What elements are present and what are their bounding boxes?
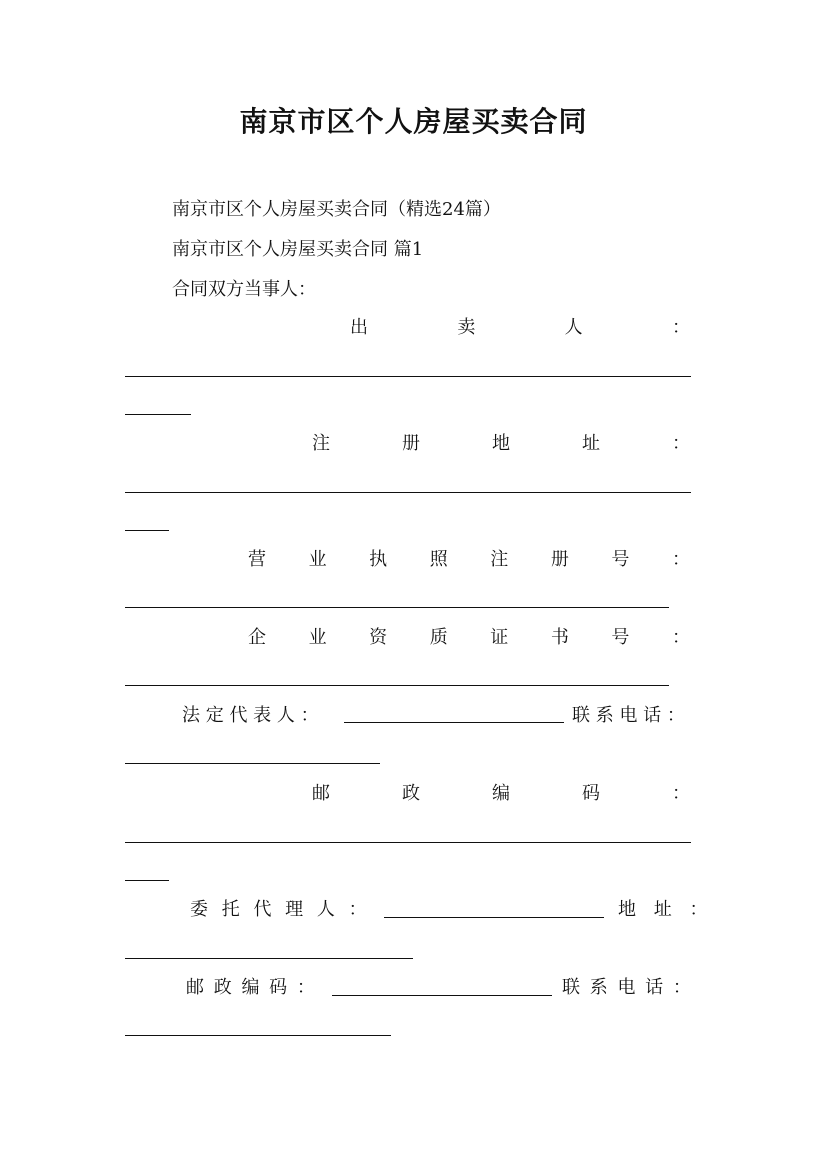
postal-code-char: 政 xyxy=(402,783,420,804)
agent-label: 委 托 代 理 人 ： xyxy=(190,899,371,920)
business-license-char: 注 xyxy=(490,549,509,570)
registered-address-char: 注 xyxy=(312,433,330,454)
registered-address-char: 址 xyxy=(582,433,600,454)
qualification-cert-char: 质 xyxy=(429,627,448,648)
business-license-blank-line[interactable] xyxy=(125,607,669,608)
registered-address-char: 地 xyxy=(492,433,510,454)
business-license-char: 执 xyxy=(369,549,388,570)
seller-char: 人 xyxy=(564,317,583,338)
section-heading: 南京市区个人房屋买卖合同 篇1 xyxy=(172,239,424,260)
agent-blank-line[interactable] xyxy=(384,917,604,918)
qualification-cert-char: 企 xyxy=(248,627,266,648)
legal-rep-label: 法 定 代 表 人 ： xyxy=(182,705,319,726)
postal-code-blank-line-cont[interactable] xyxy=(125,880,169,881)
postal-code-char: 邮 xyxy=(312,783,330,804)
seller-char: 卖 xyxy=(457,317,476,338)
postal-code-label xyxy=(312,782,690,806)
business-license-char: 号 xyxy=(611,549,630,570)
agent-address-label: 地 址 ： xyxy=(618,899,714,920)
seller-colon: ： xyxy=(671,317,690,338)
agent-address-blank-line[interactable] xyxy=(125,958,413,959)
business-license-label xyxy=(248,548,690,572)
registered-address-char: 册 xyxy=(402,433,420,454)
qualification-cert-char: 资 xyxy=(369,627,388,648)
phone-label: 联 系 电 话 ： xyxy=(572,705,685,726)
qualification-cert-char: 号 xyxy=(611,627,630,648)
qualification-cert-label xyxy=(248,626,690,650)
phone-2-label: 联 系 电 话 ： xyxy=(562,977,693,998)
postal-code-char: 编 xyxy=(492,783,510,804)
postal-code-2-label: 邮 政 编 码 ： xyxy=(186,977,317,998)
qualification-cert-char: 书 xyxy=(550,627,569,648)
postal-code-char: 码 xyxy=(582,783,600,804)
registered-address-blank-line[interactable] xyxy=(125,492,691,493)
qualification-cert-blank-line[interactable] xyxy=(125,685,669,686)
postal-code-2-blank-line[interactable] xyxy=(332,995,552,996)
qualification-cert-colon: ： xyxy=(671,627,690,648)
document-subtitle: 南京市区个人房屋买卖合同（精选24篇） xyxy=(172,199,501,220)
business-license-colon: ： xyxy=(671,549,690,570)
parties-label: 合同双方当事人： xyxy=(172,279,316,300)
seller-char: 出 xyxy=(350,317,368,338)
phone-2-blank-line[interactable] xyxy=(125,1035,391,1036)
business-license-char: 册 xyxy=(550,549,569,570)
qualification-cert-char: 证 xyxy=(490,627,509,648)
qualification-cert-char: 业 xyxy=(308,627,327,648)
registered-address-blank-line-cont[interactable] xyxy=(125,530,169,531)
legal-rep-blank-line[interactable] xyxy=(344,722,564,723)
seller-blank-line[interactable] xyxy=(125,376,691,377)
registered-address-label xyxy=(312,432,690,456)
registered-address-colon: ： xyxy=(672,433,690,454)
seller-blank-line-cont[interactable] xyxy=(125,414,191,415)
business-license-char: 照 xyxy=(429,549,448,570)
business-license-char: 业 xyxy=(308,549,327,570)
phone-blank-line[interactable] xyxy=(125,763,380,764)
document-title: 南京市区个人房屋买卖合同 xyxy=(239,105,588,138)
seller-label xyxy=(350,316,690,340)
postal-code-blank-line[interactable] xyxy=(125,842,691,843)
postal-code-colon: ： xyxy=(672,783,690,804)
business-license-char: 营 xyxy=(248,549,266,570)
